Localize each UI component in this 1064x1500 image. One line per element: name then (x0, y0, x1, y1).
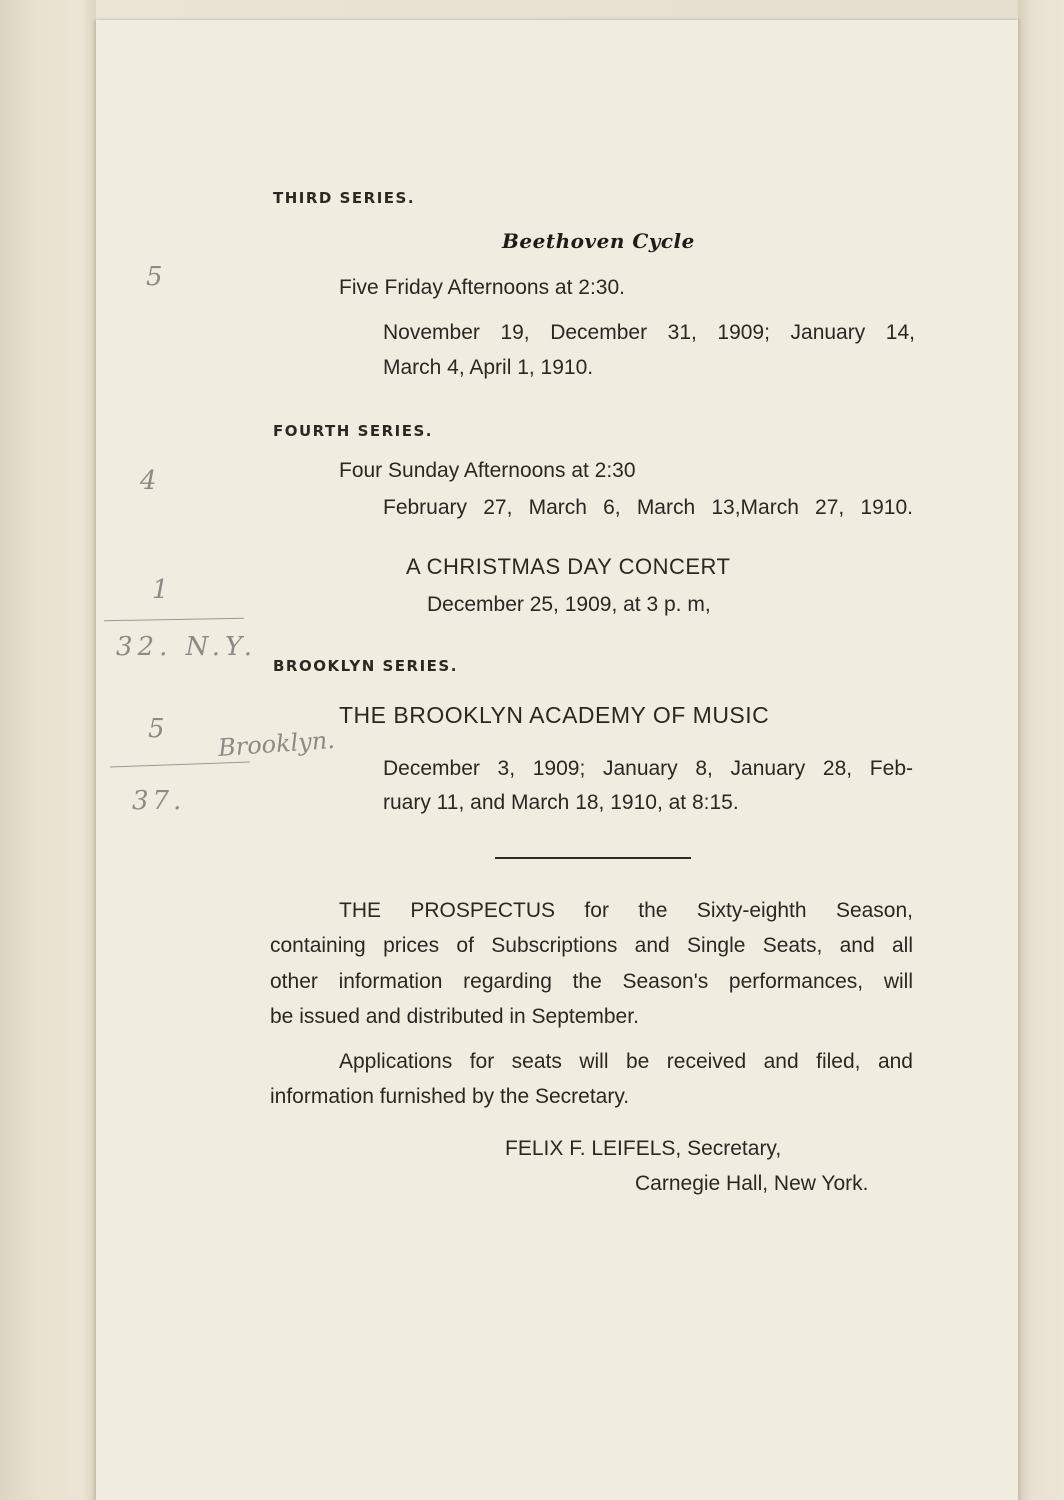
margin-note-brooklyn-count: 5 (148, 714, 165, 744)
third-series-heading: THIRD SERIES. (273, 189, 416, 207)
prospectus-line3: other information regarding the Season's performances, will (270, 970, 913, 993)
brooklyn-dates-line1: December 3, 1909; January 8, January 28, Feb- (383, 757, 913, 780)
section-divider (495, 857, 691, 859)
secretary-signature: FELIX F. LEIFELS, Secretary, (505, 1137, 782, 1160)
fourth-series-schedule: Four Sunday Afternoons at 2:30 (339, 459, 636, 482)
margin-note-ny-total: 32. N.Y. (116, 632, 258, 662)
applications-line2: information furnished by the Secretary. (270, 1085, 630, 1108)
fourth-series-heading: FOURTH SERIES. (273, 422, 433, 440)
margin-note-brooklyn: Brooklyn. (217, 725, 336, 763)
applications-line1: Applications for seats will be received and filed, and (339, 1050, 913, 1073)
margin-note-four: 4 (140, 466, 157, 496)
third-series-dates-line1: November 19, December 31, 1909; January 14, (383, 321, 915, 344)
beethoven-cycle-title: Beethoven Cycle (502, 229, 695, 253)
brooklyn-academy-title: THE BROOKLYN ACADEMY OF MUSIC (339, 702, 770, 728)
secretary-address: Carnegie Hall, New York. (635, 1172, 869, 1195)
left-fold (84, 0, 96, 1500)
margin-note-one: 1 (152, 575, 169, 605)
prospectus-line2: containing prices of Subscriptions and Single Seats, and all (270, 934, 913, 957)
margin-note-five: 5 (146, 262, 163, 292)
right-fold (1018, 0, 1064, 1500)
prospectus-line1: THE PROSPECTUS for the Sixty-eighth Season, (339, 899, 913, 922)
third-series-schedule: Five Friday Afternoons at 2:30. (339, 276, 625, 299)
brooklyn-dates-line2: ruary 11, and March 18, 1910, at 8:15. (383, 791, 739, 814)
brooklyn-series-heading: BROOKLYN SERIES. (273, 657, 458, 675)
christmas-concert-date: December 25, 1909, at 3 p. m, (427, 593, 711, 616)
margin-note-grand-total: 37. (132, 786, 186, 816)
third-series-dates-line2: March 4, April 1, 1910. (383, 356, 594, 379)
prospectus-line4: be issued and distributed in September. (270, 1005, 639, 1028)
fourth-series-dates: February 27, March 6, March 13,March 27, 1910. (383, 496, 913, 519)
christmas-concert-title: A CHRISTMAS DAY CONCERT (406, 554, 731, 579)
